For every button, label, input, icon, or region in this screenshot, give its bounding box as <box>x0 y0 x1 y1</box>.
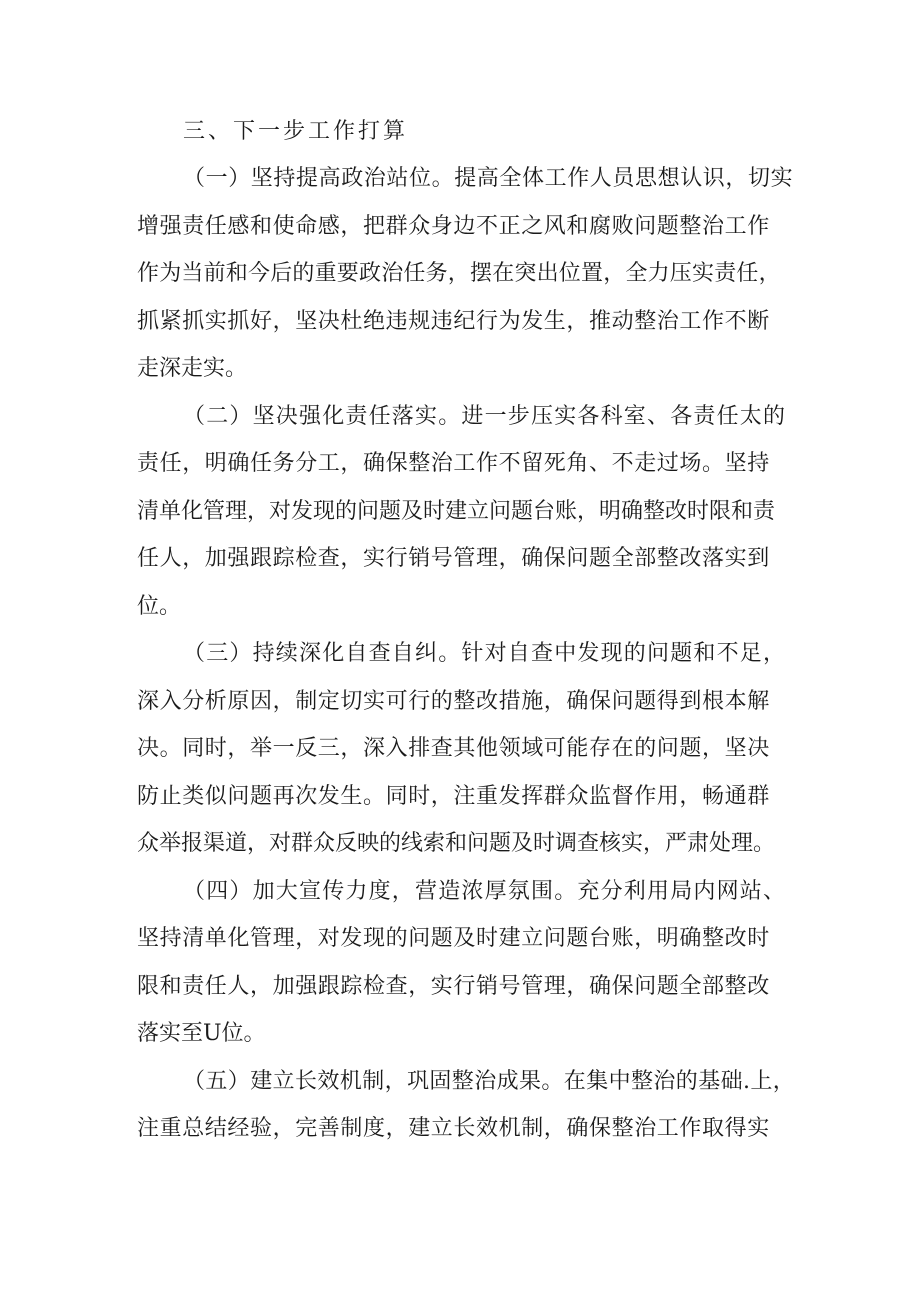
paragraph-line: （一）坚持提高政治站位。提高全体工作人员思想认识，切实 <box>183 166 794 191</box>
paragraph-line: 清单化管理，对发现的问题及时建立问题台账，明确整改时限和责 <box>137 498 776 524</box>
paragraph-2 <box>137 393 797 631</box>
paragraph-1 <box>137 155 797 393</box>
paragraph-line: 增强责任感和使命感，把群众身边不正之风和腐败问题整治工作 <box>137 213 770 239</box>
paragraph-line: 决。同时，举一反三，深入排查其他领域可能存在的问题，坚决 <box>137 736 770 761</box>
paragraph-line: 位。 <box>137 593 182 619</box>
paragraph-line: 注重总结经验，完善制度，建立长效机制，确保整治工作取得实 <box>137 1116 770 1141</box>
paragraph-line: 走深走实。 <box>137 356 248 381</box>
paragraph-line: （三）持续深化自查自纠。针对自查中发现的问题和不足， <box>183 641 787 666</box>
paragraph-5 <box>137 1058 797 1153</box>
paragraph-line: （五）建立长效机制，巩固整治成果。在集中整治的基础.上， <box>183 1068 796 1094</box>
paragraph-4 <box>137 868 797 1058</box>
paragraph-line: 防止类似问题再次发生。同时，注重发挥群众监督作用，畅通群 <box>137 783 770 809</box>
paragraph-line: 坚持清单化管理，对发现的问题及时建立问题台账，明确整改时 <box>137 926 770 951</box>
document-body <box>137 108 797 1153</box>
paragraph-line: 任人，加强跟踪检查，实行销号管理，确保问题全部整改落实到 <box>137 546 770 571</box>
paragraph-line: 众举报渠道，对群众反映的线索和问题及时调查核实，严肃处理。 <box>137 831 776 856</box>
paragraph-line: 深入分析原因，制定切实可行的整改措施，确保问题得到根本解 <box>137 688 770 714</box>
paragraph-line: 限和责任人，加强跟踪检查，实行销号管理，确保问题全部整改 <box>137 973 770 999</box>
section-heading: 三、下一步工作打算 <box>183 119 409 144</box>
paragraph-line: 作为当前和今后的重要政治任务，摆在突出位置，全力压实责任， <box>137 261 781 286</box>
paragraph-line: （四）加大宣传力度，营造浓厚氛围。充分利用局内网站、 <box>183 878 787 904</box>
paragraph-line: 抓紧抓实抓好，坚决杜绝违规违纪行为发生，推动整治工作不断 <box>137 308 770 334</box>
paragraph-line: （二）坚决强化责任落实。进一步压实各科室、各责任太的 <box>183 403 787 429</box>
paragraph-3 <box>137 630 797 868</box>
paragraph-line: 责任，明确任务分工，确保整治工作不留死角、不走过场。坚持 <box>137 451 770 476</box>
paragraph-line: 落实至U位。 <box>137 1021 266 1046</box>
